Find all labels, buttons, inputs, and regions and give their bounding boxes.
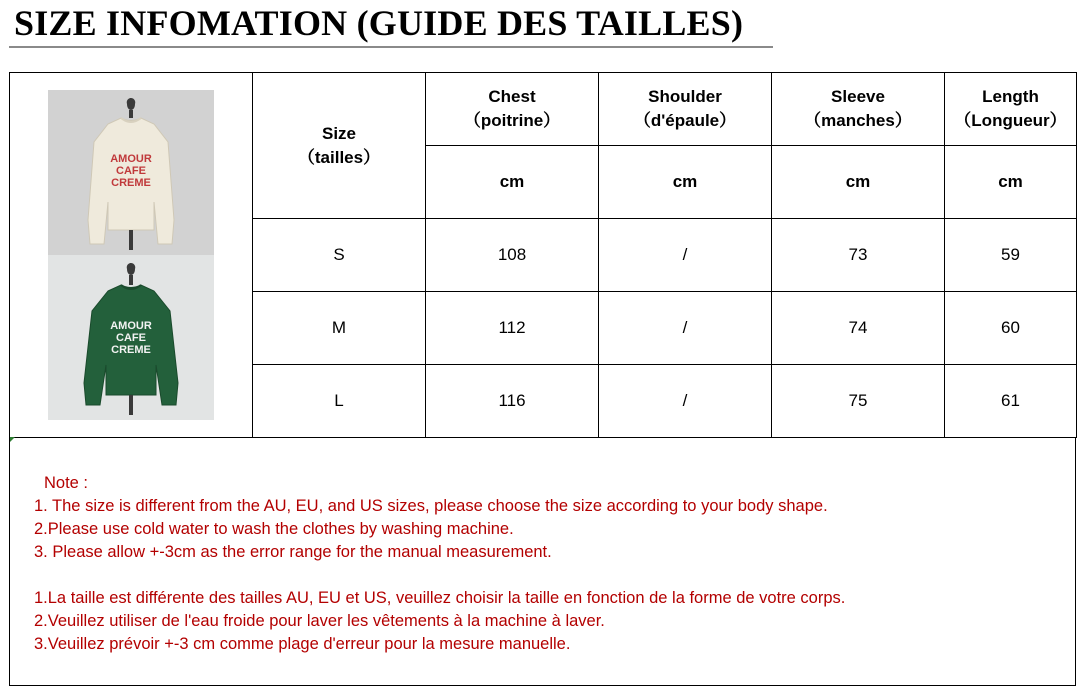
length-value: 61 xyxy=(945,365,1077,438)
shoulder-header-en: Shoulder xyxy=(648,87,722,106)
size-header-en: Size xyxy=(321,123,357,143)
length-header-en: Length xyxy=(982,87,1039,106)
unit-cell: cm xyxy=(426,146,599,219)
length-header-cell xyxy=(945,73,1077,146)
size-header-cell xyxy=(253,73,426,219)
notes-text xyxy=(34,472,845,656)
chest-value: 116 xyxy=(426,365,599,438)
sleeve-value: 75 xyxy=(772,365,945,438)
cream-sweatshirt-photo xyxy=(48,90,214,255)
note-fr-1: 1.La taille est différente des tailles AU, EU et US, veuillez choisir la taille en fonction de la forme de votre corps. xyxy=(34,589,846,607)
chest-header-cell xyxy=(426,73,599,146)
size-header-fr: （tailles） xyxy=(297,147,381,167)
length-value: 59 xyxy=(945,219,1077,292)
note-spacer xyxy=(34,564,845,587)
sleeve-value: 73 xyxy=(772,219,945,292)
sleeve-header-cell xyxy=(772,73,945,146)
green-sweatshirt-photo xyxy=(48,255,214,420)
notes-box xyxy=(9,437,1076,686)
size-cell: L xyxy=(253,365,426,438)
length-header-fr: （Longueur） xyxy=(954,111,1067,130)
size-cell: S xyxy=(253,219,426,292)
print-line-3: CREME xyxy=(111,177,151,189)
print-line-2: CAFE xyxy=(116,165,146,177)
note-en-2: 2.Please use cold water to wash the clothes by washing machine. xyxy=(34,520,514,538)
print-line-1: AMOUR xyxy=(110,320,152,332)
shoulder-value: / xyxy=(599,365,772,438)
shoulder-header-cell xyxy=(599,73,772,146)
sleeve-value: 74 xyxy=(772,292,945,365)
table-header-row xyxy=(10,73,1077,146)
size-chart-table xyxy=(9,72,1077,438)
sleeve-header-fr: （manches） xyxy=(804,111,912,130)
note-fr-2: 2.Veuillez utiliser de l'eau froide pour laver les vêtements à la machine à laver. xyxy=(34,612,605,630)
shoulder-header-fr: （d'épaule） xyxy=(633,111,737,130)
print-line-2: CAFE xyxy=(116,332,146,344)
size-cell: M xyxy=(253,292,426,365)
length-value: 60 xyxy=(945,292,1077,365)
note-en-3: 3. Please allow +-3cm as the error range for the manual measurement. xyxy=(34,543,552,561)
chest-header-en: Chest xyxy=(488,87,536,106)
shoulder-value: / xyxy=(599,219,772,292)
chest-value: 112 xyxy=(426,292,599,365)
chest-value: 108 xyxy=(426,219,599,292)
product-images-cell xyxy=(10,73,253,438)
note-en-1: 1. The size is different from the AU, EU, and US sizes, please choose the size according to your body shape. xyxy=(34,497,828,515)
unit-cell: cm xyxy=(599,146,772,219)
note-fr-3: 3.Veuillez prévoir +-3 cm comme plage d'erreur pour la mesure manuelle. xyxy=(34,635,571,653)
chest-header-fr: （poitrine） xyxy=(463,111,561,130)
sleeve-header-en: Sleeve xyxy=(831,87,885,106)
title-underline xyxy=(9,46,773,48)
page-title: SIZE INFOMATION (GUIDE DES TAILLES) xyxy=(14,3,744,43)
print-line-1: AMOUR xyxy=(110,153,152,165)
note-heading: Note : xyxy=(44,474,89,492)
print-line-3: CREME xyxy=(111,344,151,356)
unit-cell: cm xyxy=(945,146,1077,219)
unit-cell: cm xyxy=(772,146,945,219)
corner-marker xyxy=(10,437,15,442)
shoulder-value: / xyxy=(599,292,772,365)
